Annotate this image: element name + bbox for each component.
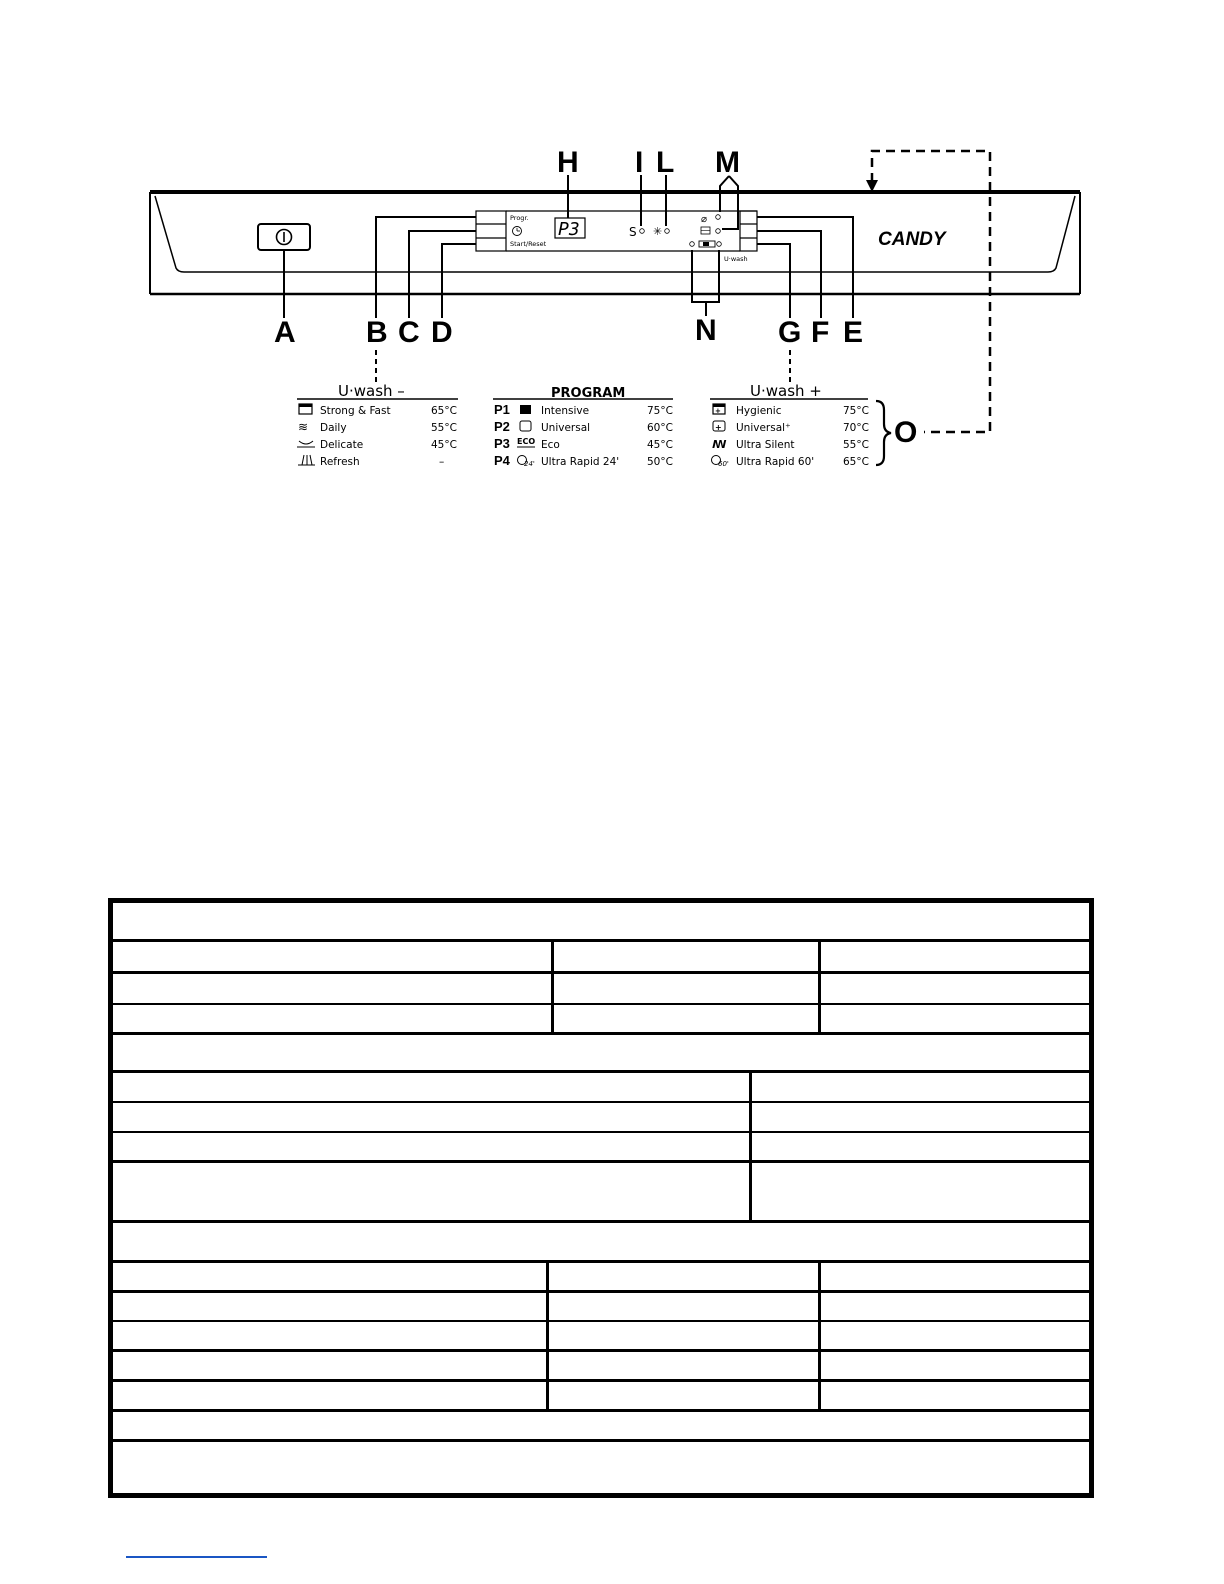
- table-col-rule: [546, 1260, 549, 1410]
- callout-d: D: [431, 316, 453, 349]
- uwash-minus-temp: 65°C: [431, 405, 457, 417]
- table-col-rule: [749, 1070, 752, 1221]
- refresh-icon: [298, 455, 315, 465]
- uwash-minus-temp: 45°C: [431, 439, 457, 451]
- program-temp: 45°C: [647, 439, 673, 451]
- program-title: PROGRAM: [551, 386, 626, 401]
- uwash-minus-name: Daily: [320, 422, 347, 434]
- uwash-plus-temp: 75°C: [843, 405, 869, 417]
- svg-text:+: +: [715, 423, 722, 432]
- blank-table: [108, 898, 1094, 1498]
- table-rule: [113, 1349, 1089, 1352]
- bottom-link-underline: [126, 1556, 267, 1558]
- table-rule: [113, 1003, 1089, 1005]
- prog-label: Progr.: [510, 214, 529, 222]
- delicate-icon: [297, 441, 315, 447]
- callout-h: H: [557, 146, 579, 179]
- program-table: [493, 386, 673, 468]
- leader-lines: [284, 175, 853, 318]
- display-value: P3: [558, 219, 580, 240]
- candy-logo: CANDY: [878, 229, 946, 250]
- table-rule: [113, 1131, 1089, 1133]
- program-code: P4: [494, 453, 510, 468]
- uwash-plus-name: Hygienic: [736, 405, 782, 417]
- program-code: P1: [494, 402, 510, 417]
- ultra-silent-icon: ꟿ: [712, 438, 727, 451]
- table-rule: [113, 971, 1089, 974]
- callout-e: E: [843, 316, 864, 349]
- table-col-rule: [818, 939, 821, 1033]
- program-name: Universal: [541, 422, 591, 434]
- uwash-minus-name: Delicate: [320, 439, 364, 451]
- svg-text:24': 24': [524, 460, 535, 468]
- program-name: Ultra Rapid 24': [541, 456, 620, 468]
- table-rule: [113, 1101, 1089, 1103]
- daily-icon: ≋: [298, 420, 309, 434]
- callout-g: G: [778, 316, 802, 349]
- table-rule: [113, 1160, 1089, 1163]
- table-col-rule: [551, 939, 554, 1033]
- program-code: P3: [494, 436, 510, 451]
- uwash-plus-name: Ultra Silent: [736, 439, 795, 451]
- rinse-aid-indicator-icon: ✳: [653, 225, 663, 238]
- salt-indicator-icon: S: [629, 225, 637, 239]
- uwash-minus-temp: –: [439, 456, 445, 468]
- table-rule: [113, 1379, 1089, 1382]
- callout-m: M: [715, 146, 740, 179]
- uwash-plus-title: U·wash +: [750, 382, 822, 400]
- callout-l: L: [656, 146, 675, 179]
- svg-text:60': 60': [718, 460, 729, 468]
- callout-n: N: [695, 314, 717, 347]
- uwash-plus-temp: 70°C: [843, 422, 869, 434]
- program-temp: 75°C: [647, 405, 673, 417]
- uwash-plus-temp: 65°C: [843, 456, 869, 468]
- table-col-rule: [818, 1260, 821, 1410]
- program-name: Intensive: [541, 405, 590, 417]
- eco-icon: ECO: [517, 437, 536, 446]
- uwash-minus-name: Strong & Fast: [320, 405, 391, 417]
- table-rule: [113, 1220, 1089, 1223]
- intensive-pot-icon: [520, 405, 531, 414]
- callout-o: O: [894, 416, 918, 449]
- table-rule: [113, 1260, 1089, 1263]
- callout-c: C: [398, 316, 420, 349]
- table-rule: [113, 1070, 1089, 1073]
- table-rule: [113, 1320, 1089, 1322]
- table-rule: [113, 939, 1089, 942]
- leaf-option-icon: ⌀: [701, 214, 708, 225]
- table-rule: [113, 1409, 1089, 1412]
- uwash-minus-temp: 55°C: [431, 422, 457, 434]
- power-button: [258, 224, 310, 250]
- callout-b: B: [366, 316, 388, 349]
- table-rule: [113, 1439, 1089, 1442]
- callout-f: F: [811, 316, 830, 349]
- program-temp: 60°C: [647, 422, 673, 434]
- universal-pot-icon: [520, 421, 531, 431]
- right-button-group: [740, 211, 757, 251]
- uwash-panel-label: U·wash: [724, 255, 748, 263]
- program-name: Eco: [541, 439, 560, 451]
- callout-i: I: [635, 146, 644, 179]
- program-temp: 50°C: [647, 456, 673, 468]
- uwash-minus-title: U·wash –: [338, 382, 405, 400]
- uwash-plus-name: Universal⁺: [736, 422, 791, 434]
- uwash-minus-table: [297, 382, 458, 468]
- table-rule: [113, 1290, 1089, 1293]
- start-reset-label: Start/Reset: [510, 240, 547, 248]
- table-rule: [113, 1032, 1089, 1035]
- uwash-plus-name: Ultra Rapid 60': [736, 456, 815, 468]
- program-code: P2: [494, 419, 510, 434]
- uwash-minus-name: Refresh: [320, 456, 360, 468]
- curly-brace: [876, 401, 891, 465]
- callout-a: A: [274, 316, 296, 349]
- svg-text:+: +: [715, 407, 721, 415]
- uwash-plus-table: [710, 382, 869, 468]
- uwash-plus-temp: 55°C: [843, 439, 869, 451]
